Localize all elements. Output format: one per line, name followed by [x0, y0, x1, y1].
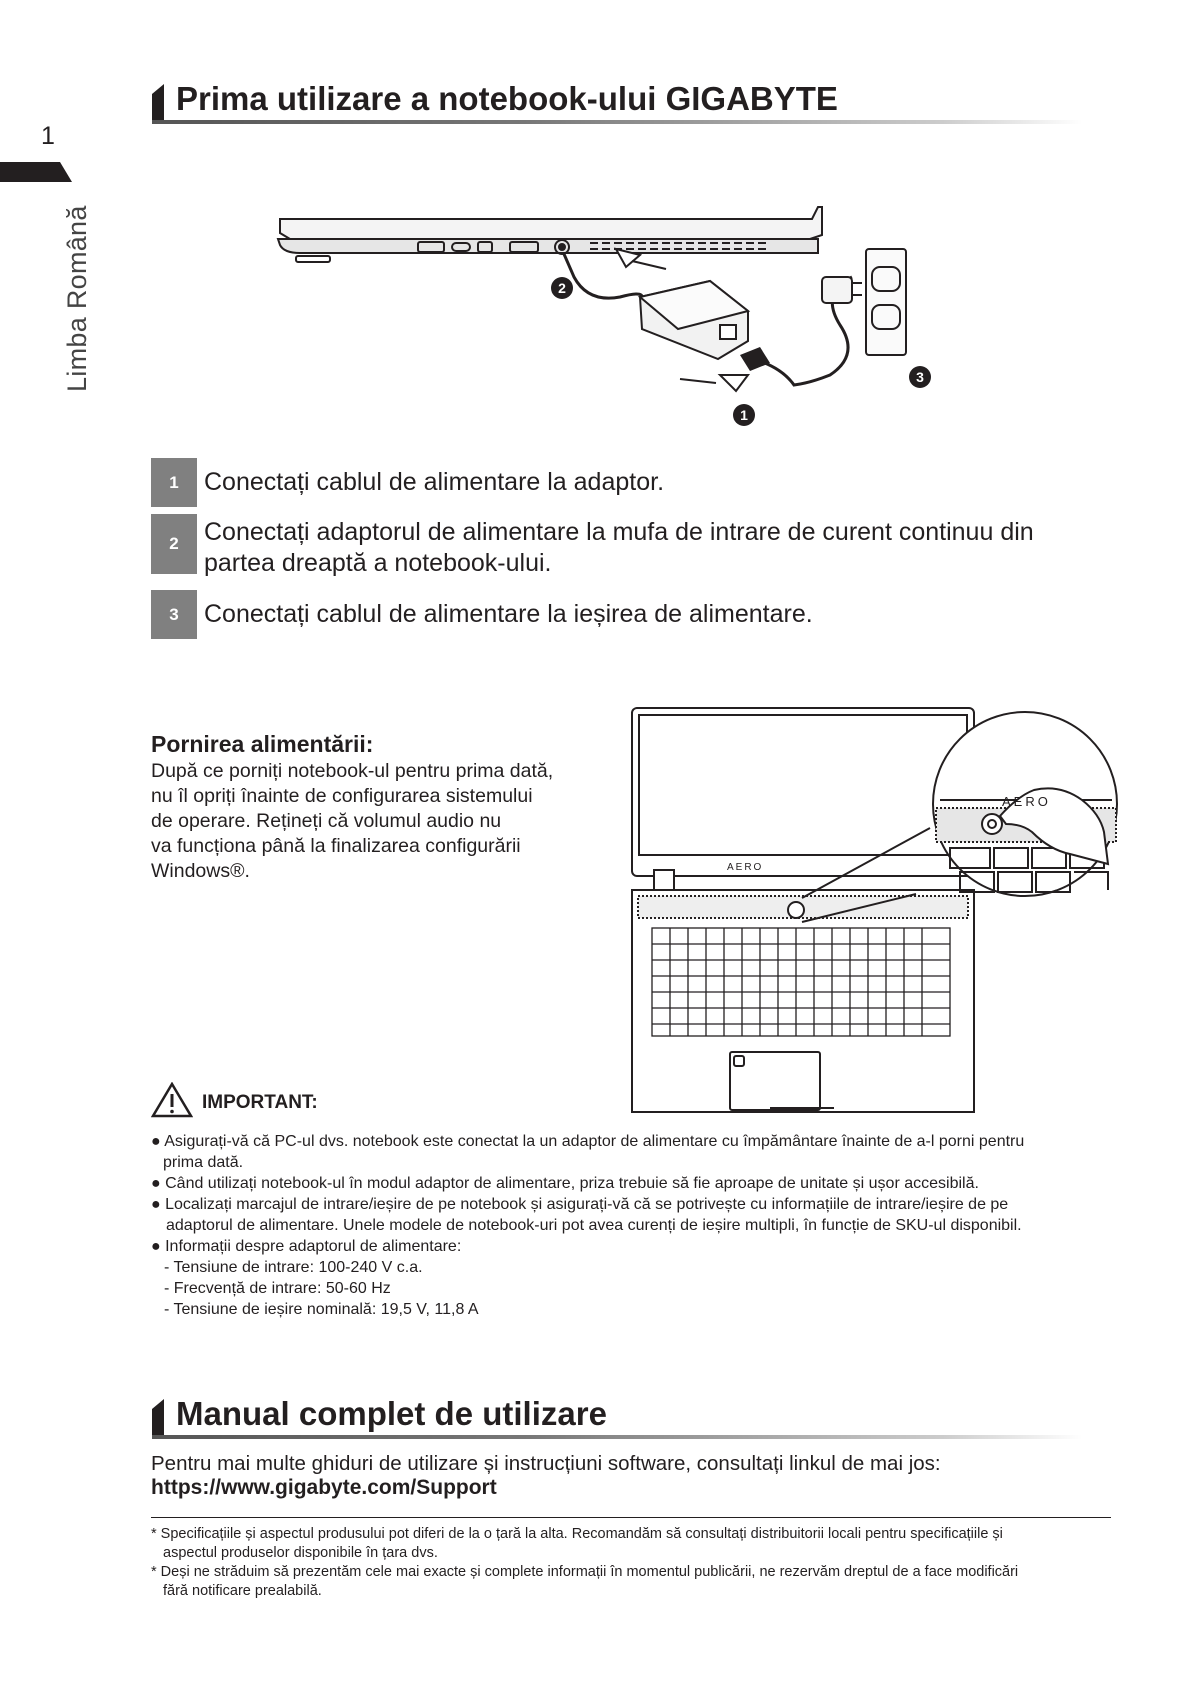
section-title-first-use [152, 80, 1082, 126]
step-text-3: Conectați cablul de alimentare la ieșirea de alimentare. [204, 600, 813, 628]
important-item-continued: prima dată. [163, 1154, 244, 1171]
warning-icon [151, 1082, 193, 1118]
footnote: * Deși ne străduim să prezentăm cele mai exacte și complete informații în momentul publicării, ne rezervăm dreptul de a face modificări [151, 1564, 1019, 1580]
arrow-to-adapter-icon [680, 375, 748, 391]
power-on-line: nu îl opriți înainte de configurarea sistemului [151, 785, 533, 807]
important-item: ● Asigurați-vă că PC-ul dvs. notebook este conectat la un adaptor de alimentare cu împământare înainte de a-l porni pentru [151, 1133, 1025, 1150]
callout-3: 3 [909, 366, 931, 388]
footnote-divider [151, 1517, 1111, 1518]
step-number-3: 3 [151, 590, 197, 639]
important-title: IMPORTANT: [202, 1092, 318, 1113]
title-marker [152, 1399, 164, 1437]
important-item-continued: adaptorul de alimentare. Unele modele de notebook-uri pot avea curenți de ieșire multipli, în funcție de SKU-ul disponibil. [166, 1217, 1022, 1234]
support-link[interactable]: https://www.gigabyte.com/Support [151, 1476, 497, 1499]
title-marker [152, 84, 164, 122]
step-number-1: 1 [151, 458, 197, 507]
wall-plug [822, 277, 862, 303]
adapter-spec: - Tensiune de ieșire nominală: 19,5 V, 11,8 A [164, 1301, 479, 1318]
callout-2: 2 [551, 277, 573, 299]
step-text-2-line2: partea dreaptă a notebook-ului. [204, 549, 552, 577]
page-title: Prima utilizare a notebook-ului GIGABYTE [176, 80, 838, 117]
footnote-continued: fără notificare prealabilă. [163, 1583, 322, 1599]
wall-outlet [866, 249, 906, 355]
adapter-spec: - Tensiune de intrare: 100-240 V c.a. [164, 1259, 423, 1276]
footnote: * Specificațiile și aspectul produsului pot diferi de la o țară la alta. Recomandăm să consultați distribuitorii locali pentru specificațiile și [151, 1526, 1003, 1542]
footnotes [151, 1525, 1018, 1601]
power-on-heading: Pornirea alimentării: [151, 731, 374, 757]
power-on-line: După ce porniți notebook-ul pentru prima dată, [151, 760, 554, 782]
power-on-paragraph [151, 759, 611, 884]
power-on-line: de operare. Rețineți că volumul audio nu [151, 810, 502, 832]
footnote-continued: aspectul produselor disponibile în țara dvs. [163, 1545, 438, 1561]
side-tab-marker [0, 162, 72, 182]
section-heading: Manual complet de utilizare [176, 1395, 607, 1432]
title-underline [152, 1435, 1082, 1439]
important-item: ● Localizați marcajul de intrare/ieșire de pe notebook și asigurați-vă că se potrivește cu informațiile de intrare/ieșire de pe [151, 1196, 1009, 1213]
power-on-line: Windows®. [151, 860, 250, 882]
section-title-full-manual [152, 1395, 1082, 1441]
callout-1: 1 [733, 404, 755, 426]
laptop-brand-logo-zoom: AERO [1002, 794, 1051, 809]
important-item: ● Când utilizați notebook-ul în modul adaptor de alimentare, priza trebuie să fie aproape de unitate și ușor accesibilă. [151, 1175, 979, 1192]
laptop-brand-logo-small: AERO [727, 862, 764, 873]
manual-text: Pentru mai multe ghiduri de utilizare și instrucțiuni software, consultați linkul de mai jos: [151, 1452, 941, 1475]
important-list [151, 1131, 1024, 1320]
notebook-side-view [278, 207, 822, 262]
title-underline [152, 120, 1082, 124]
step-text-1: Conectați cablul de alimentare la adaptor. [204, 468, 665, 496]
laptop-power-button-illustration [630, 704, 1120, 1116]
ac-connector [740, 347, 770, 371]
important-item: ● Informații despre adaptorul de alimentare: [151, 1238, 462, 1255]
power-on-line: va funcționa până la finalizarea configurării [151, 835, 521, 857]
side-language-label: Limba Română [62, 205, 92, 392]
step-text-2-line1: Conectați adaptorul de alimentare la mufa de intrare de curent continuu din [204, 518, 1034, 546]
adapter-spec: - Frecvență de intrare: 50-60 Hz [164, 1280, 391, 1297]
power-connection-illustration [270, 205, 1000, 435]
power-adapter [640, 281, 748, 359]
step-number-2: 2 [151, 514, 197, 574]
page-number: 1 [41, 122, 55, 150]
